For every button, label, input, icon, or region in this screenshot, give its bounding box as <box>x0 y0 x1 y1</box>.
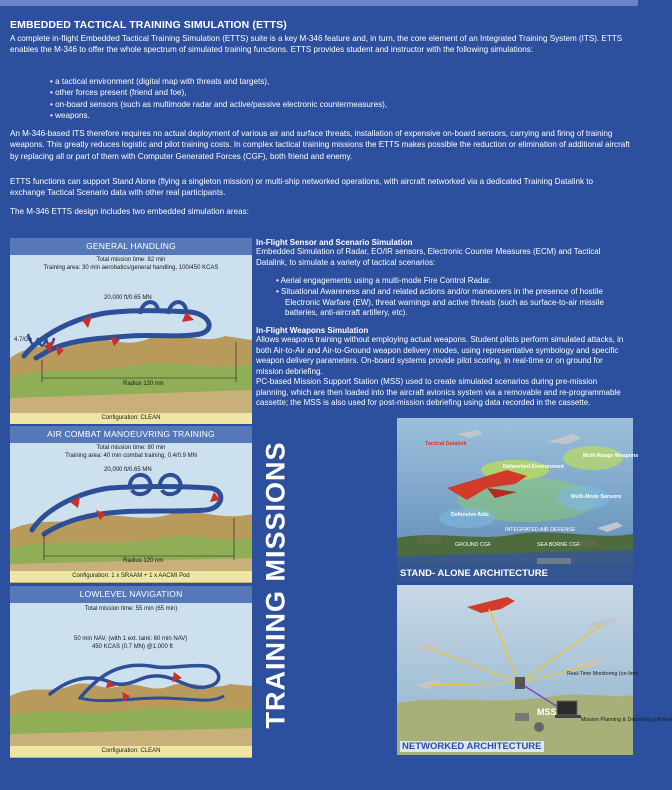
networked-architecture-figure <box>397 585 672 755</box>
training-area: Training area: 30 min aerobatics/general handling, 100/450 KCAS <box>43 265 219 271</box>
networked-illustration <box>397 585 633 755</box>
configuration-label: Configuration: CLEAN <box>10 413 252 424</box>
intro-paragraph: A complete in-flight Embedded Tactical Training Simulation (ETTS) suite is a key M-346 feature and, in turn, the core element of an Integrated Training System (ITS). ETTS enables the M-346 to offer the whole spectrum of simulated training functions. ETTS provides student and instructor with the following simulations: <box>10 34 623 55</box>
radius-label: Radius 120 nm <box>123 381 164 387</box>
list-item: • Aerial engagements using a multi-mode Fire Control Radar. <box>276 276 631 287</box>
list-item: • a tactical environment (digital map with threats and targets), <box>50 76 610 87</box>
tag-label: Networked Environment <box>503 464 564 470</box>
panel-title: LOWLEVEL NAVIGATION <box>10 586 252 603</box>
panel-title: GENERAL HANDLING <box>10 238 252 255</box>
tag-label: INTEGRATED AIR DEFENSE <box>505 527 576 533</box>
panel-subtitle <box>10 444 252 460</box>
altitude-label: 20,000 ft/0.65 MN <box>104 295 152 301</box>
tag-label: Multi-Mode Sensors <box>571 494 622 500</box>
list-item: • weapons. <box>50 110 610 121</box>
mission-planning-label: Mission Planning & Debriefing (off-line) <box>581 717 672 723</box>
lowlevel-navigation-panel <box>10 586 252 758</box>
page-title: EMBEDDED TACTICAL TRAINING SIMULATION (ETTS) <box>10 19 287 31</box>
mission-time: Total mission time: 55 min (65 min) <box>84 606 178 612</box>
standalone-architecture-figure <box>397 418 639 582</box>
panel-title: AIR COMBAT MANOEUVRING TRAINING <box>10 426 252 443</box>
cost-paragraph: An M-346-based ITS therefore requires no actual deployment of various air and surface threats, installation of expensive on-board sensors, carrying and firing of training weapons. This greatly reduces logistic and pilot training costs. In complex tactical training missions the ETTS makes possible the reduction or elimination of additional aircraft by replacing all or part of them with Computer Generated Forces (CGF), both friend and enemy. <box>10 129 630 161</box>
simulation-list <box>50 76 610 122</box>
network-paragraph: ETTS functions can support Stand Alone (flying a singleton mission) or multi-ship networked operations, with aircraft networked via a dedicated Training Datalink to exchange Tactical Scenario data with other real participants. <box>10 177 594 198</box>
tag-label: GROUND CGF <box>455 542 492 548</box>
training-missions-title <box>258 420 294 750</box>
realtime-monitoring-label: Real-Time Monitoring (on-line) <box>567 671 639 677</box>
standalone-caption: STAND- ALONE ARCHITECTURE <box>400 568 548 579</box>
configuration-label: Configuration: CLEAN <box>10 746 252 757</box>
sensor-paragraph: Embedded Simulation of Radar, EO/IR sensors, Electronic Counter Measures (ECM) and Tactical Datalink, to simulate a variety of tactical scenarios: <box>256 247 601 267</box>
list-item: • Situational Awareness and and related actions and/or maneuvers in the presence of hostile Electronic Warfare (EW), threat warnings and active threats (such as surface-to-air missile batteries, anti-aircraft artillery, etc). <box>276 287 631 319</box>
air-combat-panel <box>10 426 252 583</box>
tag-label: Tactical Datalink <box>425 441 467 447</box>
vertical-title-text: TRAINING MISSIONS <box>260 441 291 729</box>
tag-label: Multi-Range Weapons <box>583 453 639 459</box>
speed-label: 450 KCAS (0.7 MN) @1,000 ft <box>92 644 173 650</box>
mss-label: MSS <box>537 707 557 717</box>
general-handling-panel <box>10 238 252 424</box>
sensor-heading: In-Flight Sensor and Scenario Simulation <box>256 238 413 247</box>
areas-paragraph: The M-346 ETTS design includes two embedded simulation areas: <box>10 207 249 216</box>
scenario-list <box>276 276 631 319</box>
weapons-heading: In-Flight Weapons Simulation <box>256 326 369 335</box>
radius-label: Radius 120 nm <box>123 558 164 564</box>
weapons-paragraph: Allows weapons training without employing actual weapons. Student pilots perform simulated attacks, in both Air-to-Air and Air-to-Ground weapon delivery modes, using representative symbology and specific weapon delivery parameters. On-board systems provide pilot scoring, in real-time or on ground for mission debriefing. <box>256 335 624 376</box>
list-item: • on-board sensors (such as multimode radar and active/passive electronic countermeasures), <box>50 99 610 110</box>
tag-label: Defensive Aids <box>451 512 489 518</box>
training-area: Training area: 40 min combat training, 0.4/0.9 MN <box>65 453 197 459</box>
panel-subtitle <box>10 256 252 272</box>
top-band <box>0 0 638 6</box>
mss-paragraph: PC-based Mission Support Station (MSS) used to create simulated scenarios during pre-mission planning, which are then loaded into the aircraft avionics system via a removable and re-programmable cassette; the MSS is also used for post-mission debriefing using data recorded in the cassette. <box>256 377 621 408</box>
altitude-label: 20,000 ft/0.65 MN <box>104 467 152 473</box>
list-item: • other forces present (friend and foe), <box>50 87 610 98</box>
g-load-label: 4.7/Go <box>14 337 33 343</box>
networked-caption: NETWORKED ARCHITECTURE <box>402 741 542 752</box>
configuration-label: Configuration: 1 x SRAAM + 1 x AACMI Pod <box>10 571 252 582</box>
nav-label: 50 min NAV, (with 1 ext. tank: 60 min NAV) <box>74 636 188 642</box>
mission-time: Total mission time: 80 min <box>96 445 166 451</box>
tag-label: SEA BORNE CGF <box>537 542 581 548</box>
mission-time: Total mission time: 82 min <box>96 257 166 263</box>
